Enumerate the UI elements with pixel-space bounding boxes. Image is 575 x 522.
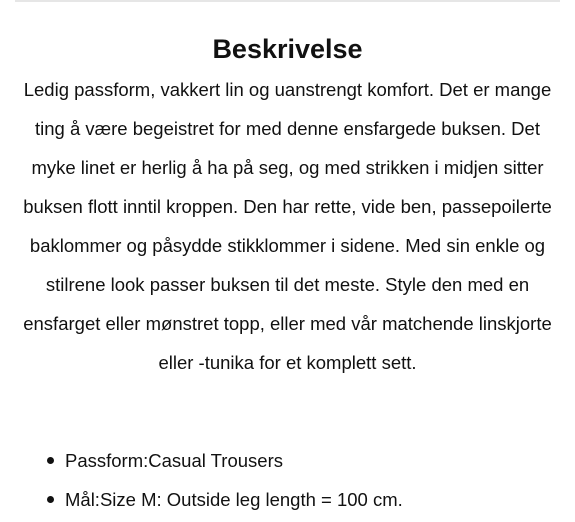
product-description: Ledig passform, vakkert lin og uanstrengt komfort. Det er mange ting å være begeistret for med denne ensfargede buksen. Det myke linet er herlig å ha på seg, og med strikken i midjen sitter buksen flott inntil kroppen. Den har rette, vide ben, passepoilerte baklommer og påsydde stikklommer i sidene. Med sin enkle og stilrene look passer buksen til det meste. Style den med en ensfarget eller mønstret topp, eller med vår matchende linskjorte eller -tunika for et komplett sett. [23,79,552,373]
attribute-item-measurements [0,480,403,519]
attribute-value: Size M: Outside leg length = 100 cm. [99,489,403,510]
attribute-item-fit [0,441,403,480]
attribute-value: Casual Trousers [148,450,283,471]
bullet-icon [47,496,54,503]
top-divider [15,0,560,2]
attribute-label: Passform: [65,450,149,471]
attribute-label: Mål: [65,489,100,510]
section-title: Beskrivelse [212,34,363,64]
bullet-icon [47,457,54,464]
attribute-list [0,441,403,519]
